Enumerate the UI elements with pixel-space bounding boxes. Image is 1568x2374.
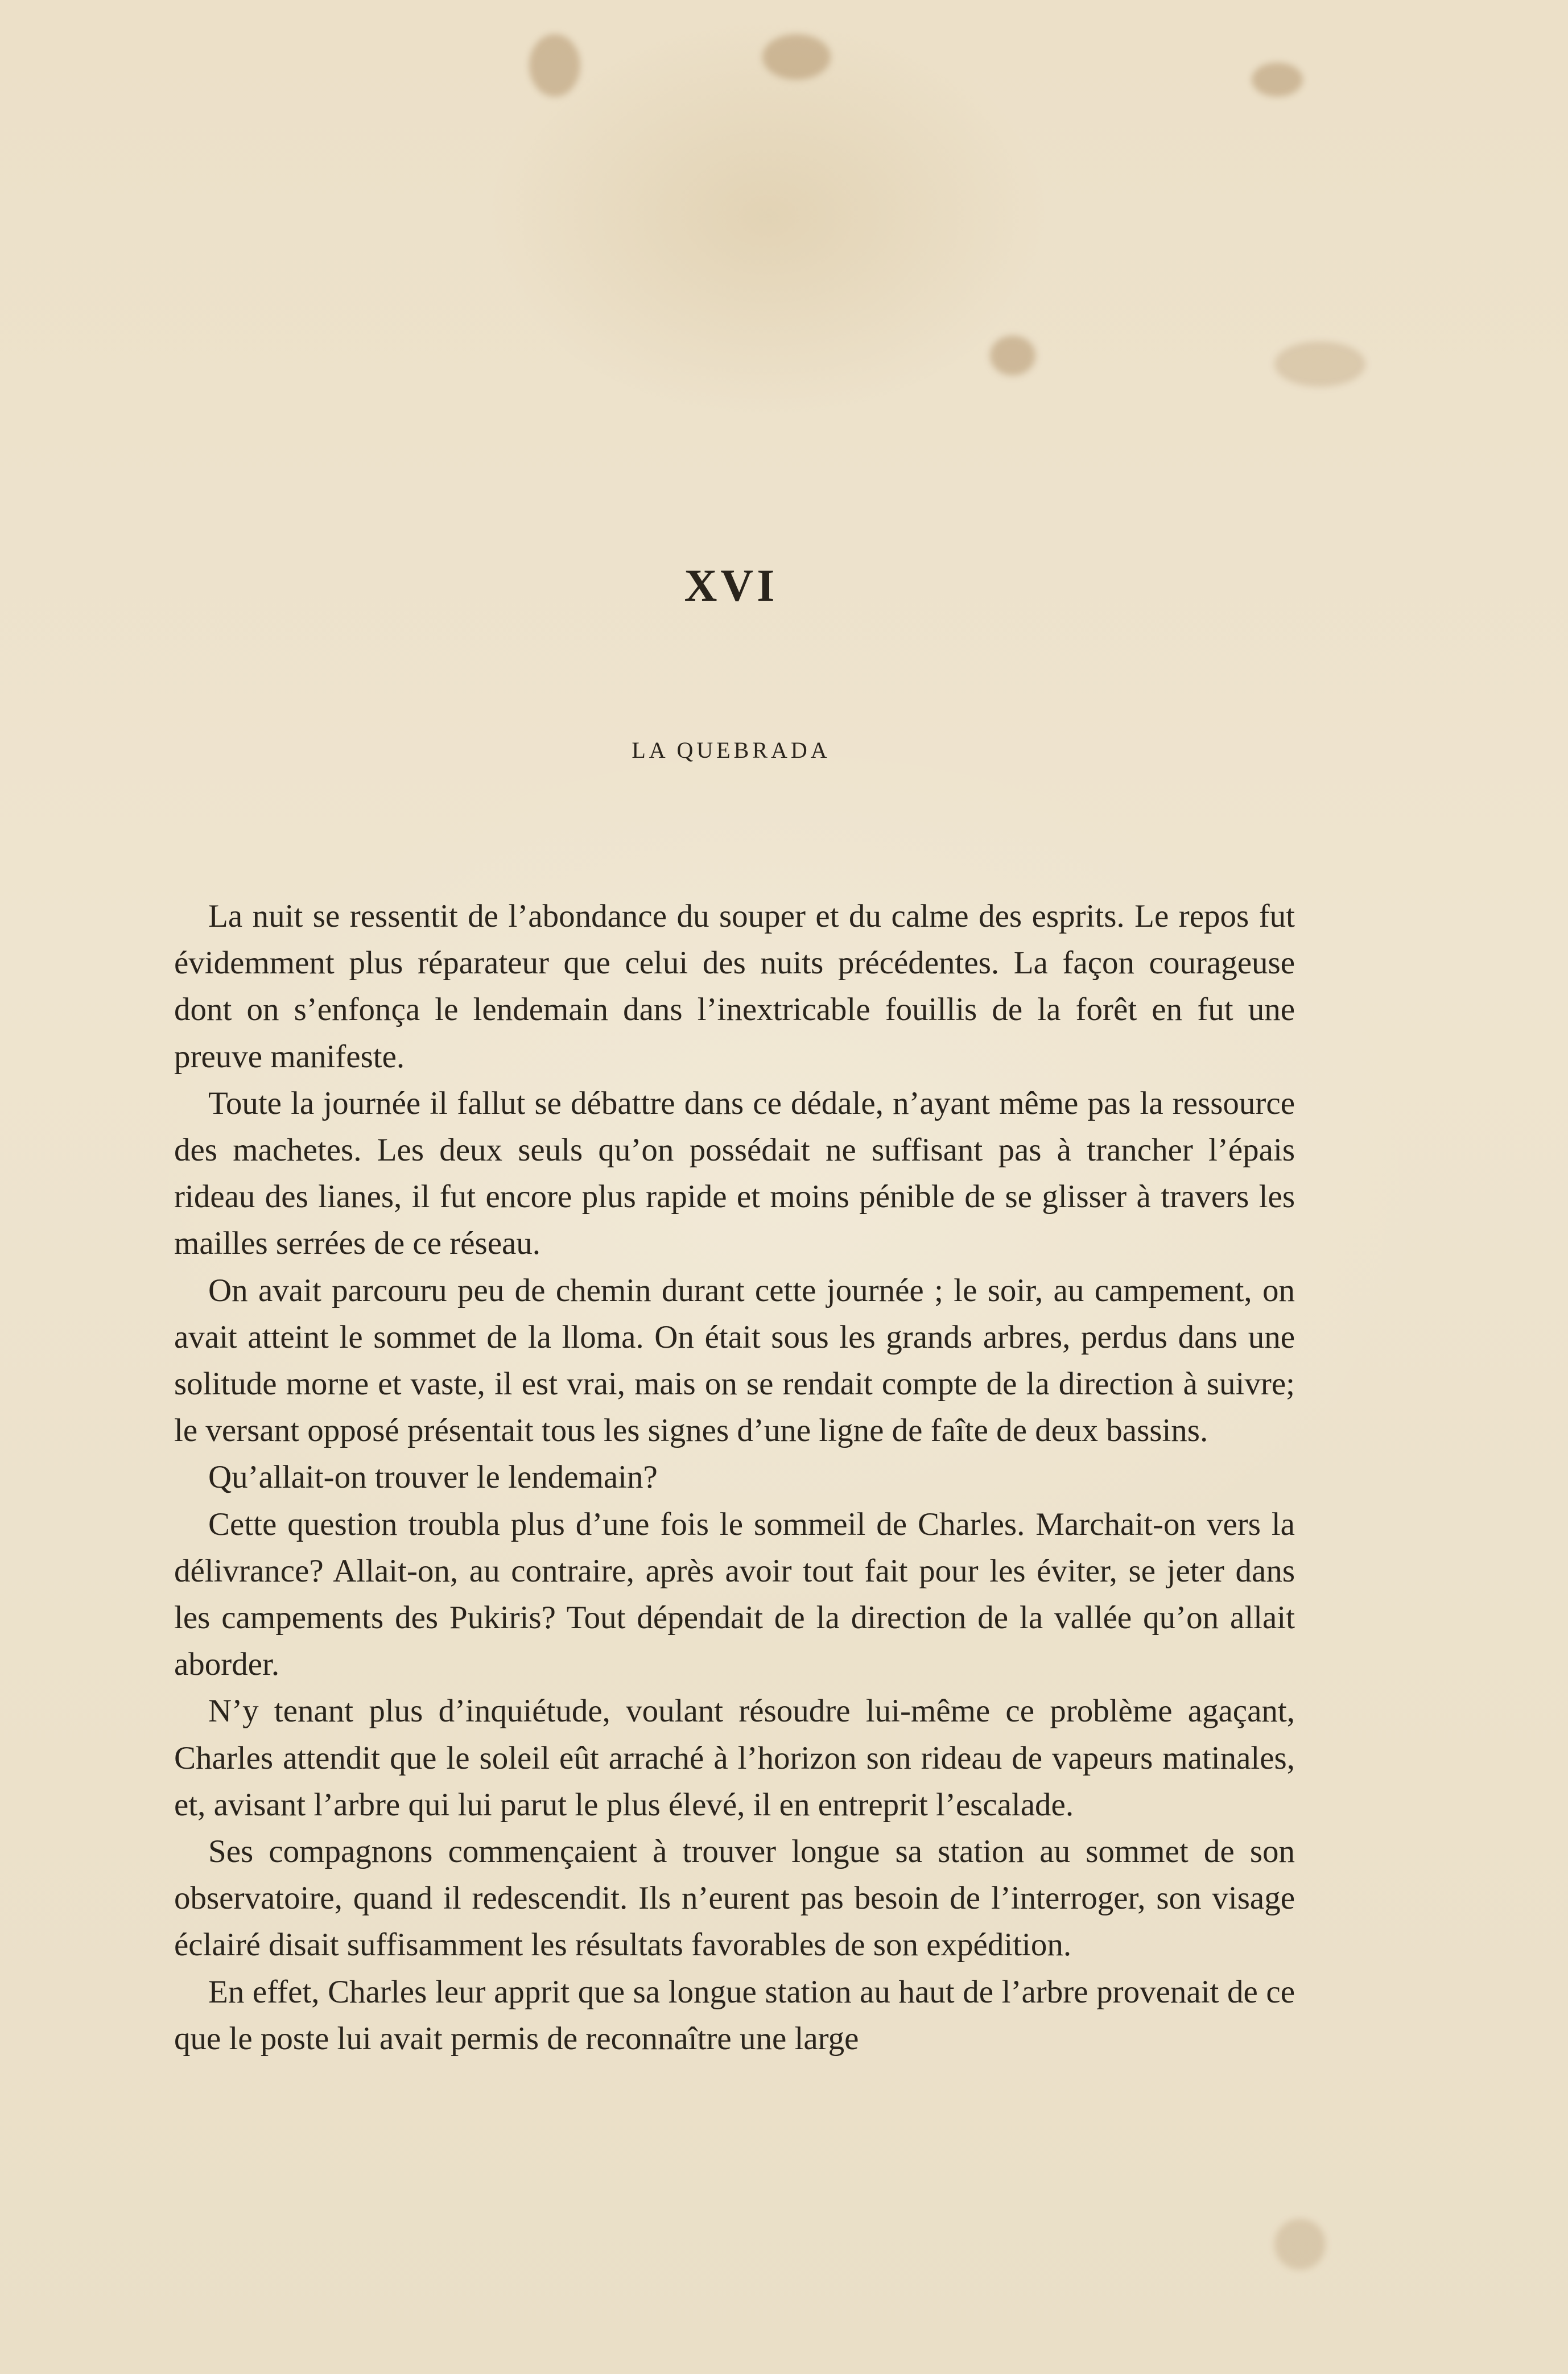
foxing-stain xyxy=(529,34,580,97)
paragraph: Cette question troubla plus d’une fois le sommeil de Charles. Marchait-on vers la délivrance? Allait-on, au contraire, après avoir tout fait pour les éviter, se jeter dans les campements des Pukiris? Tout dépendait de la direction de la vallée qu’on allait aborder. xyxy=(174,1506,1295,1683)
foxing-stain xyxy=(1274,341,1365,387)
foxing-stain xyxy=(762,34,831,80)
paragraph: La nuit se ressentit de l’abondance du souper et du calme des esprits. Le repos fut évidemment plus réparateur que celui des nuits précédentes. La façon courageuse dont on s’enfonça le lendemain dans l’inextricable fouillis de la forêt en fut une preuve manifeste. xyxy=(174,898,1295,1075)
body-text xyxy=(174,893,1295,2062)
chapter-title: LA QUEBRADA xyxy=(632,737,831,763)
foxing-stain xyxy=(1274,2219,1326,2270)
paragraph: N’y tenant plus d’inquiétude, voulant résoudre lui-même ce problème agaçant, Charles attendit que le soleil eût arraché à l’horizon son rideau de vapeurs matinales, et, avisant l’arbre qui lui parut le plus élevé, il en entreprit l’escalade. xyxy=(174,1693,1295,1823)
foxing-stain xyxy=(1252,63,1303,97)
paragraph: Ses compagnons commençaient à trouver longue sa station au sommet de son observatoire, quand il redescendit. Ils n’eurent pas besoin de l’interroger, son visage éclairé disait suffisamment les résultats favorables de son expédition. xyxy=(174,1834,1295,1963)
paragraph: On avait parcouru peu de chemin durant cette journée ; le soir, au campement, on avait atteint le sommet de la lloma. On était sous les grands arbres, perdus dans une solitude morne et vaste, il est vrai, mais on se rendait compte de la direction à suivre; le versant opposé présentait tous les signes d’une ligne de faîte de deux bassins. xyxy=(174,1272,1295,1449)
chapter-number: XVI xyxy=(684,561,778,611)
foxing-stain xyxy=(990,336,1035,375)
paragraph: Toute la journée il fallut se débattre dans ce dédale, n’ayant même pas la ressource des machetes. Les deux seuls qu’on possédait ne suffisant pas à trancher l’épais rideau des lianes, il fut encore plus rapide et moins pénible de se glisser à travers les mailles serrées de ce réseau. xyxy=(174,1085,1295,1262)
paragraph: En effet, Charles leur apprit que sa longue station au haut de l’arbre provenait de ce que le poste lui avait permis de reconnaître une large xyxy=(174,1973,1295,2057)
paragraph: Qu’allait-on trouver le lendemain? xyxy=(208,1459,658,1496)
